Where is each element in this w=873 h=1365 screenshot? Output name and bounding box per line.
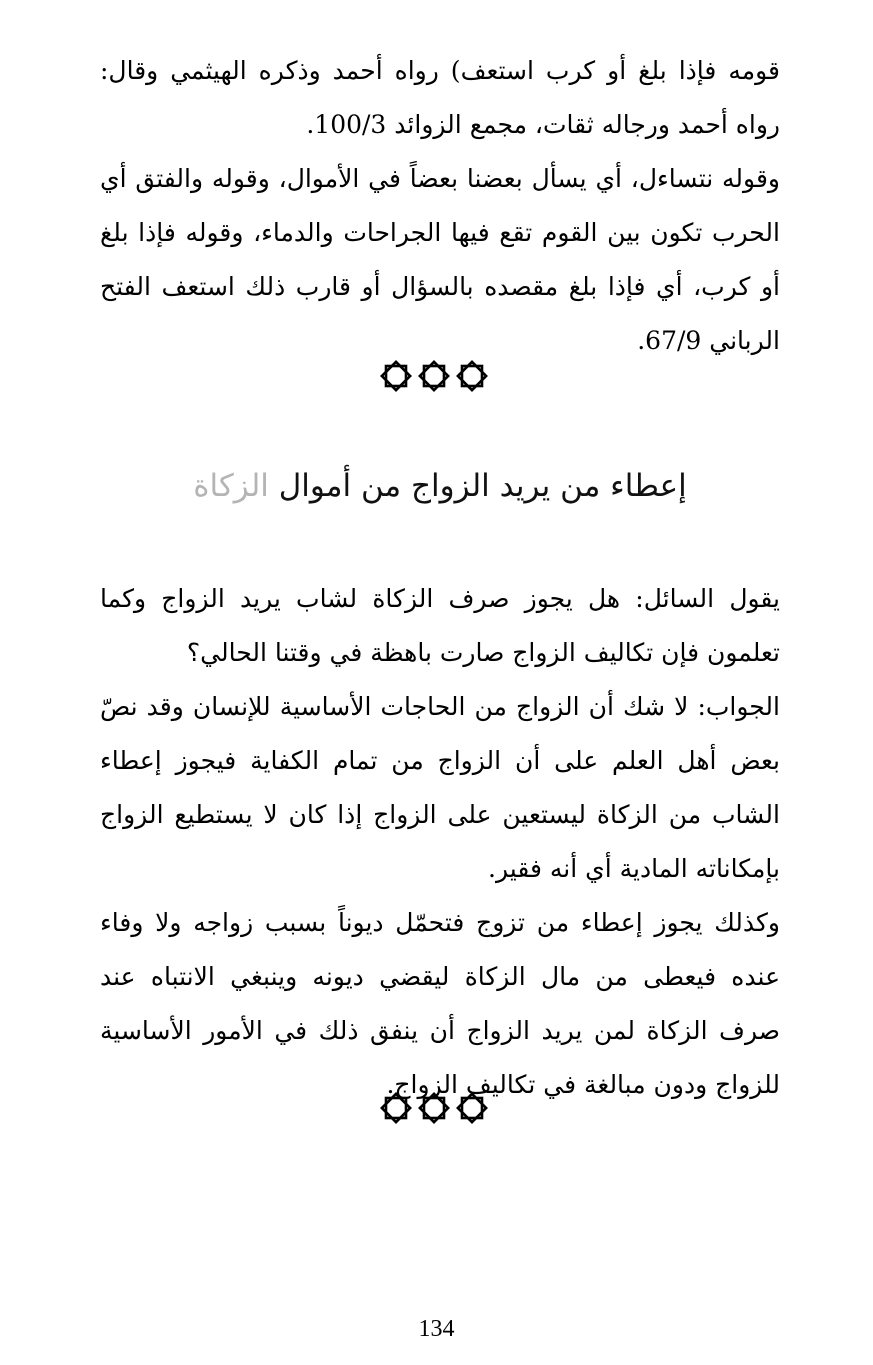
paragraph: يقول السائل: هل يجوز صرف الزكاة لشاب يريد الزواج وكما تعلمون فإن تكاليف الزواج صارت باهظة في وقتنا الحالي؟ (100, 584, 780, 667)
page-number: 134 (418, 1316, 455, 1342)
paragraph: وكذلك يجوز إعطاء من تزوج فتحمّل ديوناً بسبب زواجه ولا وفاء عنده فيعطى من مال الزكاة ليقضي ديونه وينبغي الانتباه عند صرف الزكاة لمن يريد الزواج أن ينفق ذلك في الأمور الأساسية للزواج ودون مبالغة في تكاليف الزواج. (100, 908, 780, 1099)
heading-main-text: إعطاء من يريد الزواج من أموال (278, 468, 687, 504)
bottom-text-block (100, 572, 780, 1112)
section-ornament (0, 1088, 870, 1128)
octagram-star-icon (416, 358, 452, 394)
octagram-star-icon (378, 358, 414, 394)
heading-faded-text: الزكاة (193, 468, 269, 504)
paragraph: قومه فإذا بلغ أو كرب استعف) رواه أحمد وذكره الهيثمي وقال: رواه أحمد ورجاله ثقات، مجمع الزوائد 100/3. (100, 56, 780, 139)
section-heading (100, 460, 780, 512)
section-ornament (0, 356, 870, 396)
paragraph: وقوله نتساءل، أي يسأل بعضنا بعضاً في الأموال، وقوله والفتق أي الحرب تكون بين القوم تقع فيها الجراحات والدماء، وقوله فإذا بلغ أو كرب، أي فإذا بلغ مقصده بالسؤال أو قارب ذلك استعف الفتح الرباني 67/9. (100, 164, 780, 355)
octagram-star-icon (454, 1090, 490, 1126)
octagram-star-icon (378, 1090, 414, 1126)
paragraph: الجواب: لا شك أن الزواج من الحاجات الأساسية للإنسان وقد نصّ بعض أهل العلم على أن الزواج من تمام الكفاية فيجوز إعطاء الشاب من الزكاة ليستعين على الزواج إذا كان لا يستطيع الزواج بإمكاناته المادية أي أنه فقير. (100, 692, 780, 883)
top-text-block (100, 44, 780, 368)
octagram-star-icon (416, 1090, 452, 1126)
octagram-star-icon (454, 358, 490, 394)
